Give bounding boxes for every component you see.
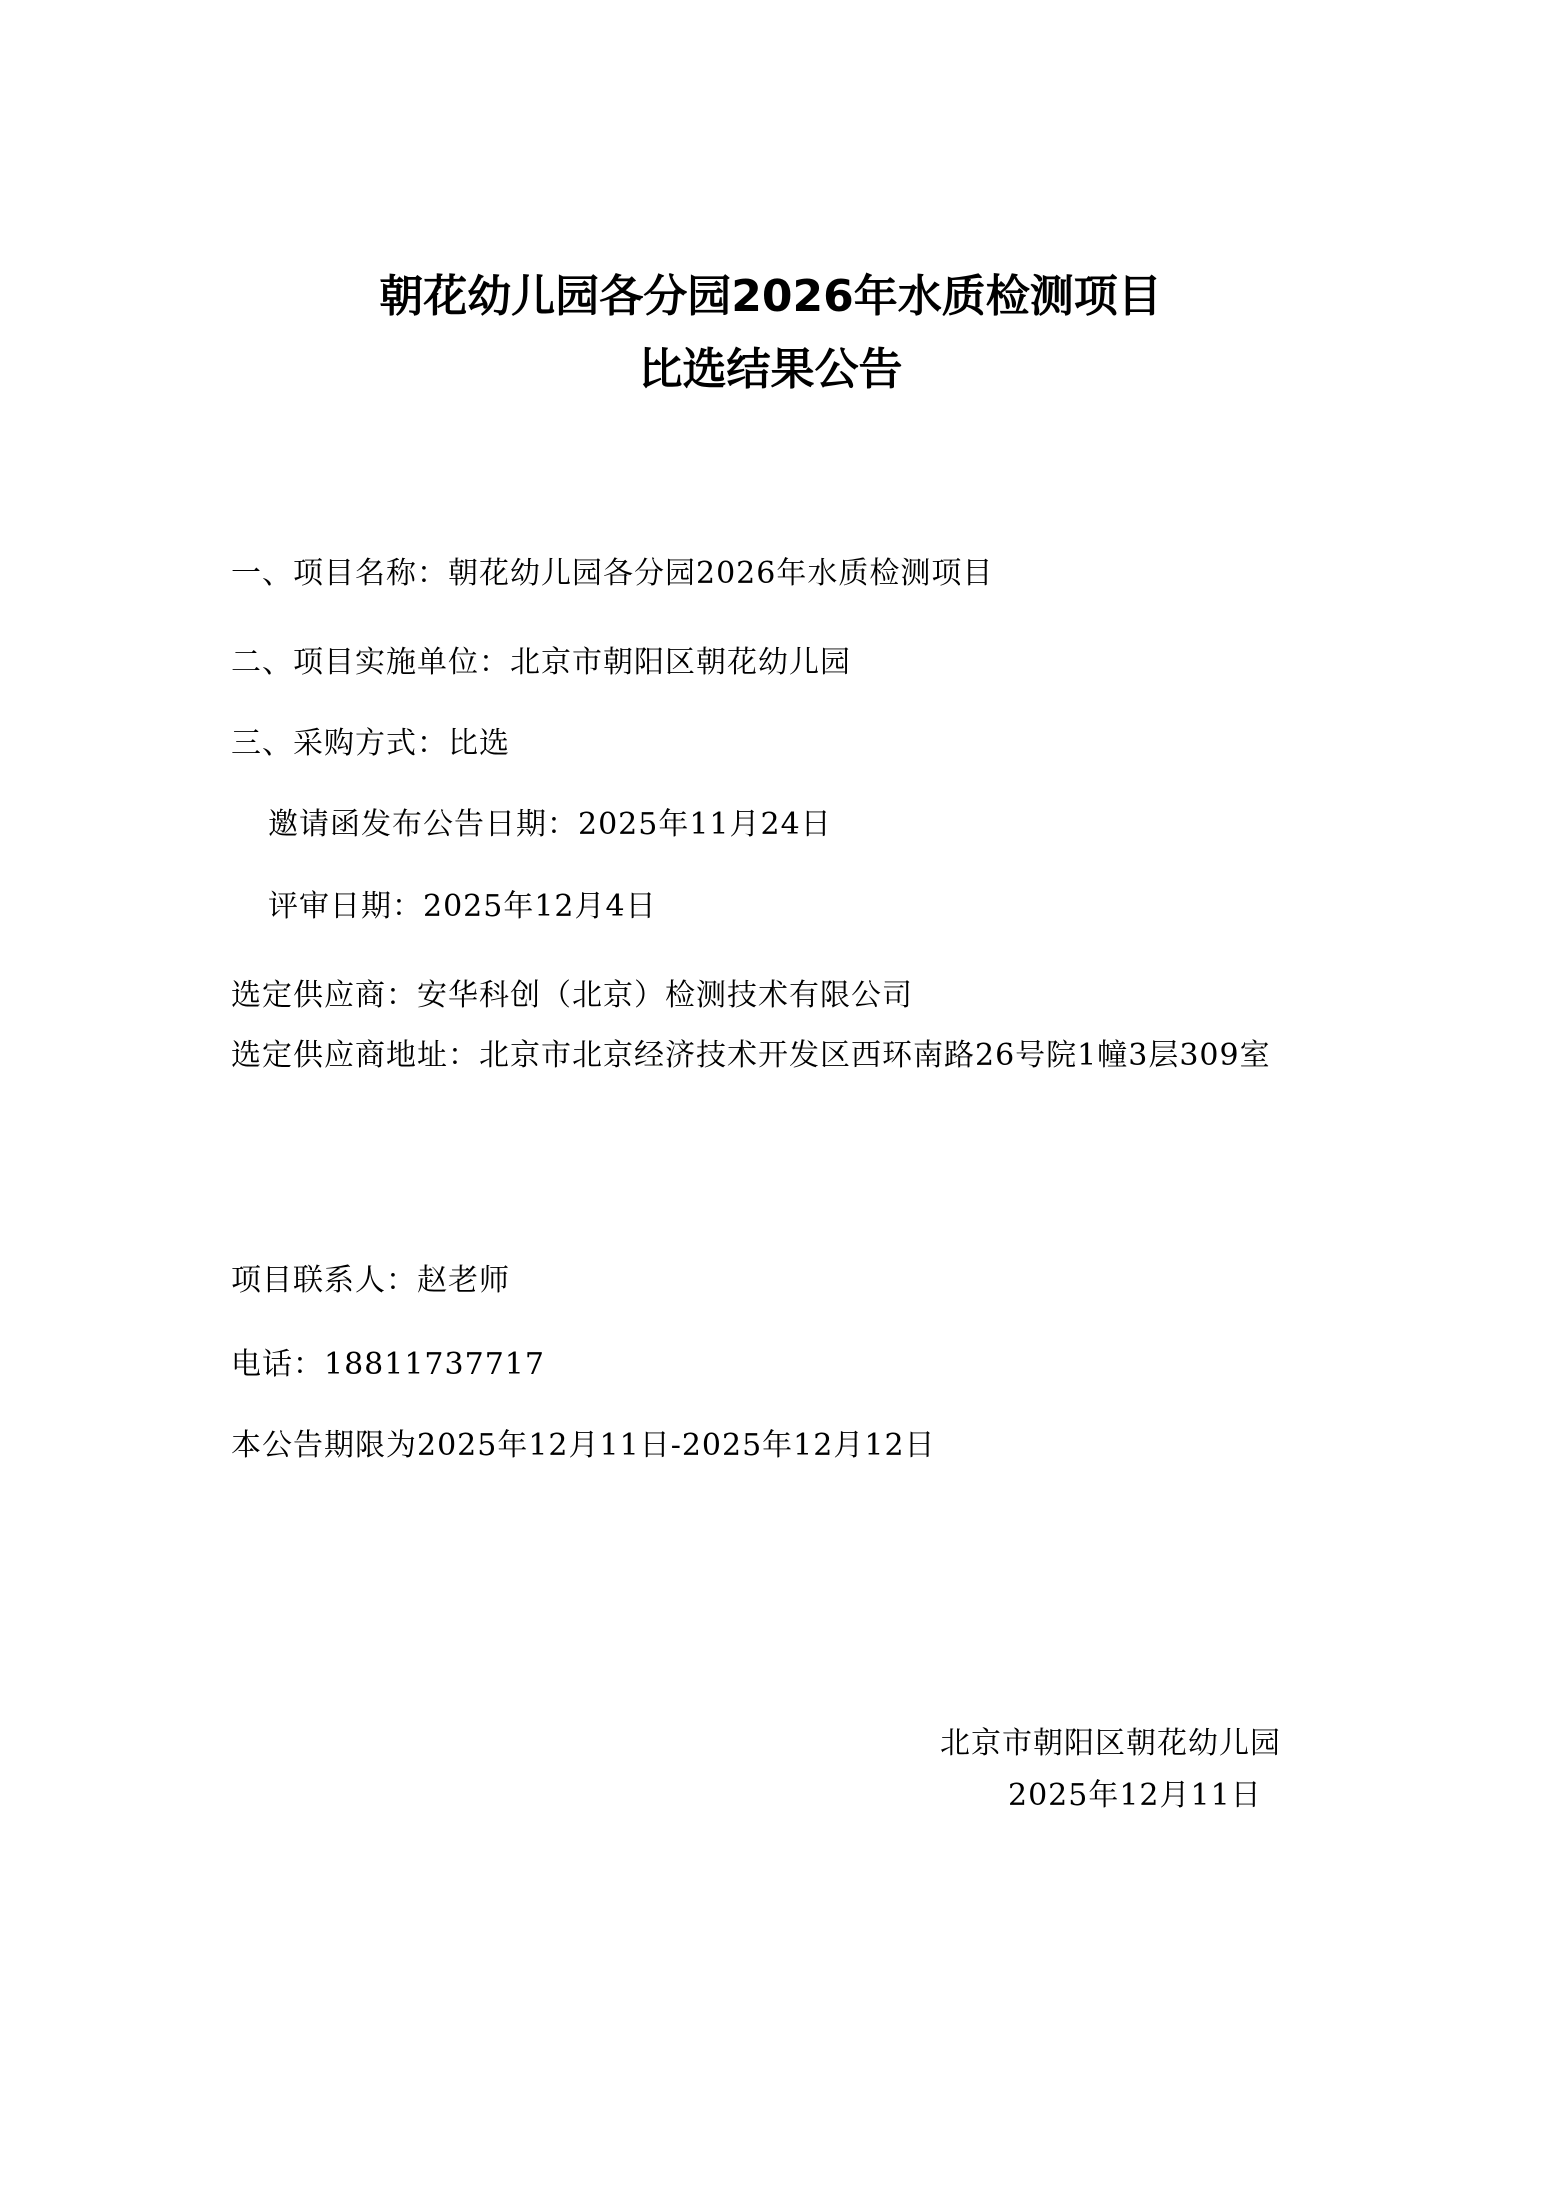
signature-organization: 北京市朝阳区朝花幼儿园 — [940, 1726, 1281, 1761]
phone-line: 电话：18811737717 — [231, 1347, 545, 1382]
document-title-line1: 朝花幼儿园各分园2026年水质检测项目 — [379, 271, 1162, 322]
signature-date: 2025年12月11日 — [1008, 1778, 1262, 1813]
invitation-date-line: 邀请函发布公告日期：2025年11月24日 — [268, 807, 832, 842]
project-name-line: 一、项目名称：朝花幼儿园各分园2026年水质检测项目 — [231, 556, 994, 591]
review-date-line: 评审日期：2025年12月4日 — [268, 889, 657, 924]
announcement-period-line: 本公告期限为2025年12月11日-2025年12月12日 — [231, 1428, 936, 1463]
implementing-unit-line: 二、项目实施单位：北京市朝阳区朝花幼儿园 — [231, 645, 851, 680]
contact-line: 项目联系人：赵老师 — [231, 1263, 510, 1298]
supplier-address-line: 选定供应商地址：北京市北京经济技术开发区西环南路26号院1幢3层309室 — [231, 1038, 1271, 1073]
supplier-line: 选定供应商：安华科创（北京）检测技术有限公司 — [231, 978, 913, 1013]
document-title-line2: 比选结果公告 — [638, 344, 903, 395]
procurement-method-line: 三、采购方式：比选 — [231, 726, 510, 761]
